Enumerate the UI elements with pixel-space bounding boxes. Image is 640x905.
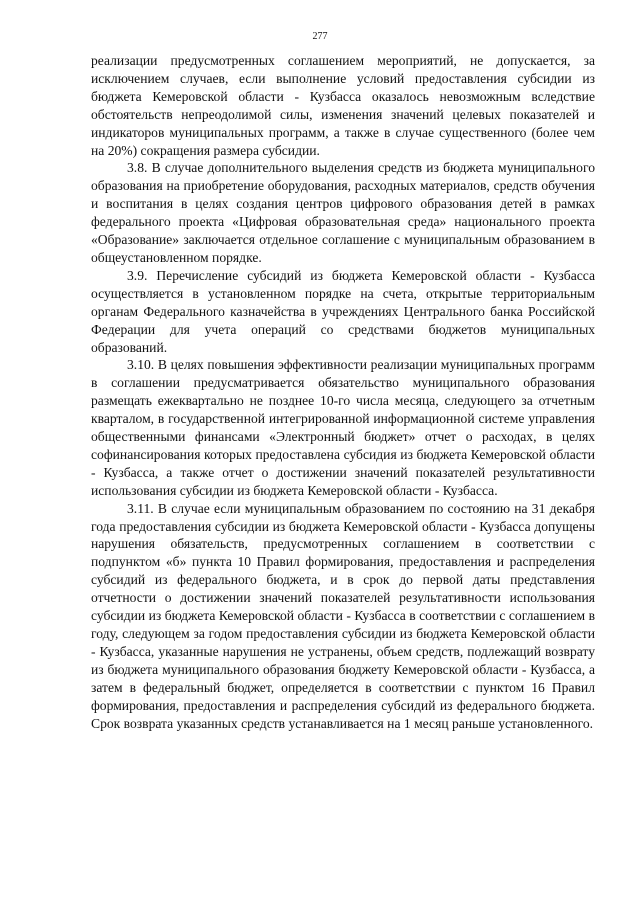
paragraph-3-9: 3.9. Перечисление субсидий из бюджета Кемеровской области - Кузбасса осуществляется в установленном порядке на счета, открытые территориальным органам Федерального казначейства в учреждениях Центрального банка Российской Федерации для учета операций со средствами бюджетов муниципальных образований.	[91, 267, 595, 355]
paragraph-3-8: 3.8. В случае дополнительного выделения средств из бюджета муниципального образования на приобретение оборудования, расходных материалов, средств обучения и воспитания в целях создания центров цифрового образования детей в рамках федерального проекта «Цифровая образовательная среда» национального проекта «Образование» заключается отдельное соглашение с муниципальным образованием в общеустановленном порядке.	[91, 160, 595, 265]
paragraph-3-10: 3.10. В целях повышения эффективности реализации муниципальных программ в соглашении предусматривается обязательство муниципального образования размещать ежеквартально не позднее 10-го числа месяца, следующего за отчетным кварталом, в государственной интегрированной информационной системе управления общественными финансами «Электронный бюджет» отчет о расходах, в целях софинансирования которых предоставлена субсидия из бюджета Кемеровской области - Кузбасса, а также отчет о достижении значений показателей результативности использования субсидии из бюджета Кемеровской области - Кузбасса.	[91, 357, 595, 498]
document-body	[91, 52, 595, 732]
paragraph-continuation: реализации предусмотренных соглашением мероприятий, не допускается, за исключением случаев, если выполнение условий предоставления субсидии из бюджета Кемеровской области - Кузбасса оказалось невозможным вследствие обстоятельств непреодолимой силы, изменения значений целевых показателей и индикаторов муниципальных программ, а также в случае существенного (более чем на 20%) сокращения размера субсидии.	[91, 53, 595, 158]
page-number: 277	[312, 31, 328, 42]
paragraph-3-11: 3.11. В случае если муниципальным образованием по состоянию на 31 декабря года предоставления субсидии из бюджета Кемеровской области - Кузбасса допущены нарушения обязательств, предусмотренных соглашением в соответствии с подпунктом «б» пункта 10 Правил формирования, предоставления и распределения субсидий из федерального бюджета, и в срок до первой даты представления отчетности о достижении значений показателей результативности использования субсидии из бюджета Кемеровской области - Кузбасса в соответствии с соглашением в году, следующем за годом предоставления субсидии из бюджета Кемеровской области - Кузбасса, указанные нарушения не устранены, объем средств, подлежащий возврату из бюджета муниципального образования бюджету Кемеровской области - Кузбасса, а затем в федеральный бюджет, определяется в соответствии с пунктом 16 Правил формирования, предоставления и распределения субсидий из федерального бюджета. Срок возврата указанных средств устанавливается на 1 месяц раньше установленного.	[91, 500, 595, 731]
